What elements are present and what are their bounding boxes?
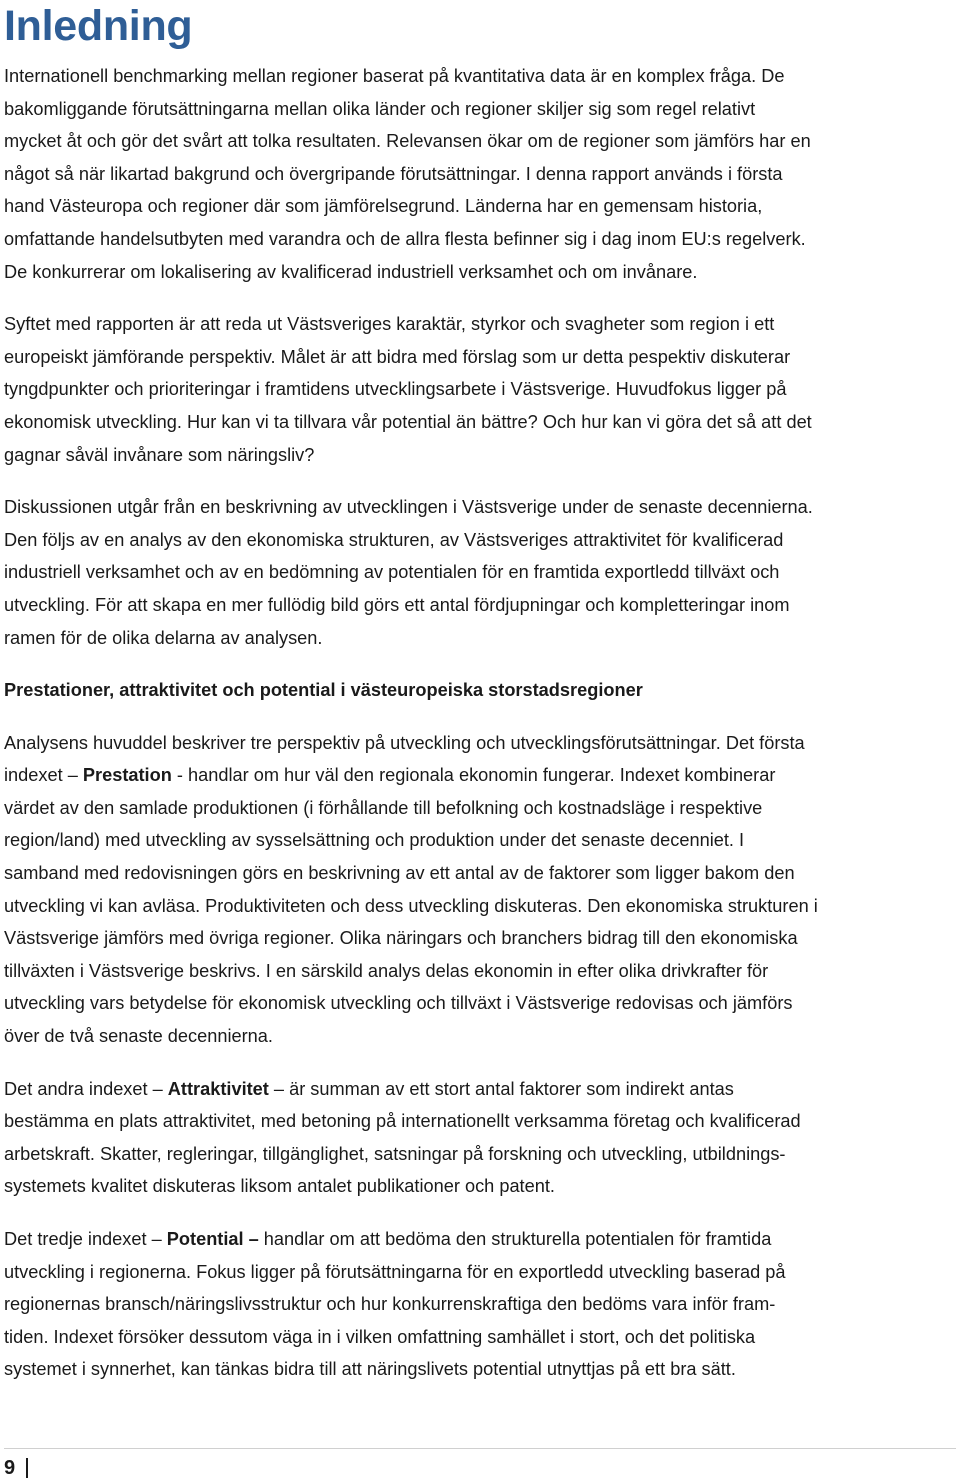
text-line: samband med redovisningen görs en beskrivning av ett antal av de faktorer som ligger bakom den (4, 863, 795, 884)
section-subheading: Prestationer, attraktivitet och potential i västeuropeiska storstadsregioner (4, 680, 643, 701)
text-line: utveckling vi kan avläsa. Produktiviteten och dess utveckling diskuteras. Den ekonomiska strukturen i (4, 895, 818, 916)
text-line (4, 759, 956, 792)
page-number: 9 (4, 1457, 16, 1479)
footer-divider (4, 1448, 956, 1449)
text-line: region/land) med utveckling av sysselsättning och produktion under det senaste decenniet. I (4, 830, 745, 851)
text-line: tyngdpunkter och prioriteringar i framtidens utvecklingsarbete i Västsverige. Huvudfokus ligger på (4, 379, 787, 400)
paragraph-purpose (4, 308, 956, 471)
text-line: något så när likartad bakgrund och övergripande förutsättningar. I denna rapport används i första (4, 163, 783, 184)
text-line: hand Västeuropa och regioner där som jämförelsegrund. Länderna har en gemensam historia, (4, 196, 763, 217)
paragraph-attraktivitet (4, 1073, 956, 1203)
text-line: Diskussionen utgår från en beskrivning av utvecklingen i Västsverige under de senaste decennierna. (4, 497, 813, 518)
text-line (4, 1073, 956, 1106)
text-line: Analysens huvuddel beskriver tre perspektiv på utveckling och utvecklingsförutsättningar. Det första (4, 732, 805, 753)
page-title: Inledning (4, 2, 193, 50)
text-line: Västsverige jämförs med övriga regioner. Olika näringars och branchers bidrag till den ekonomiska (4, 928, 798, 949)
text-line: mycket åt och gör det svårt att tolka resultaten. Relevansen ökar om de regioner som jämförs har en (4, 131, 811, 152)
index-name-attraktivitet: Attraktivitet (167, 1078, 269, 1099)
text-run: Det tredje indexet – (4, 1229, 167, 1249)
page-footer (0, 1448, 960, 1480)
text-line: arbetskraft. Skatter, regleringar, tillgänglighet, satsningar på forskning och utveckling, utbildnings- (4, 1143, 786, 1164)
text-line: Den följs av en analys av den ekonomiska strukturen, av Västsveriges attraktivitet för kvalificerad (4, 529, 784, 550)
text-line: ekonomisk utveckling. Hur kan vi ta tillvara vår potential än bättre? Och hur kan vi göra det så att det (4, 411, 812, 432)
text-line: europeiskt jämförande perspektiv. Målet är att bidra med förslag som ur detta pespektiv diskuterar (4, 346, 791, 367)
text-line: De konkurrerar om lokalisering av kvalificerad industriell verksamhet och om invånare. (4, 261, 698, 282)
body-text (4, 60, 956, 1406)
text-line: industriell verksamhet och av en bedömning av potentialen för en framtida exportledd tillväxt och (4, 562, 780, 583)
paragraph-prestation (4, 727, 956, 1053)
text-line: tiden. Indexet försöker dessutom väga in i vilken omfattning samhället i stort, och det politiska (4, 1326, 756, 1347)
text-run: Det andra indexet – (4, 1078, 168, 1099)
text-line: värdet av den samlade produktionen (i förhållande till befolkning och kostnadsläge i respektive (4, 797, 763, 818)
text-line: ramen för de olika delarna av analysen. (4, 627, 323, 648)
text-line: utveckling vars betydelse för ekonomisk utveckling och tillväxt i Västsverige redovisas och jämförs (4, 993, 793, 1014)
paragraph-potential (4, 1223, 956, 1386)
paragraph-discussion (4, 491, 956, 654)
text-line: systemets kvalitet diskuteras liksom antalet publikationer och patent. (4, 1176, 555, 1197)
text-line: bakomliggande förutsättningarna mellan olika länder och regioner skiljer sig som regel relativt (4, 98, 756, 119)
text-line: över de två senaste decennierna. (4, 1026, 273, 1047)
index-name-potential: Potential – (166, 1229, 259, 1249)
page-number-separator (26, 1458, 28, 1478)
text-line: Syftet med rapporten är att reda ut Västsveriges karaktär, styrkor och svagheter som region i ett (4, 314, 775, 335)
text-line: utveckling i regionerna. Fokus ligger på förutsättningarna för en exportledd utveckling baserad på (4, 1261, 786, 1282)
text-line: tillväxten i Västsverige beskrivs. I en särskild analys delas ekonomin in efter olika drivkrafter för (4, 960, 769, 981)
text-line (4, 1223, 956, 1256)
text-run: - handlar om hur väl den regionala ekonomin fungerar. Indexet kombinerar (171, 765, 776, 786)
text-line: regionernas bransch/näringslivsstruktur och hur konkurrenskraftiga den bedöms vara inför fram- (4, 1294, 776, 1315)
index-name-prestation: Prestation (82, 765, 172, 786)
text-line: systemet i synnerhet, kan tänkas bidra till att näringslivets potential utnyttjas på ett bra sätt. (4, 1359, 736, 1380)
text-run: indexet – (4, 765, 83, 786)
text-line: utveckling. För att skapa en mer fullödig bild görs ett antal fördjupningar och kompletteringar inom (4, 594, 790, 615)
text-line: gagnar såväl invånare som näringsliv? (4, 444, 315, 465)
text-run: handlar om att bedöma den strukturella potentialen för framtida (258, 1229, 772, 1249)
paragraph-intro (4, 60, 956, 288)
text-run: – är summan av ett stort antal faktorer som indirekt antas (268, 1078, 734, 1099)
text-line: omfattande handelsutbyten med varandra och de allra flesta befinner sig i dag inom EU:s regelverk. (4, 228, 806, 249)
text-line: Internationell benchmarking mellan regioner baserat på kvantitativa data är en komplex fråga. De (4, 66, 785, 86)
text-line: bestämma en plats attraktivitet, med betoning på internationellt verksamma företag och kvalificerad (4, 1111, 801, 1132)
